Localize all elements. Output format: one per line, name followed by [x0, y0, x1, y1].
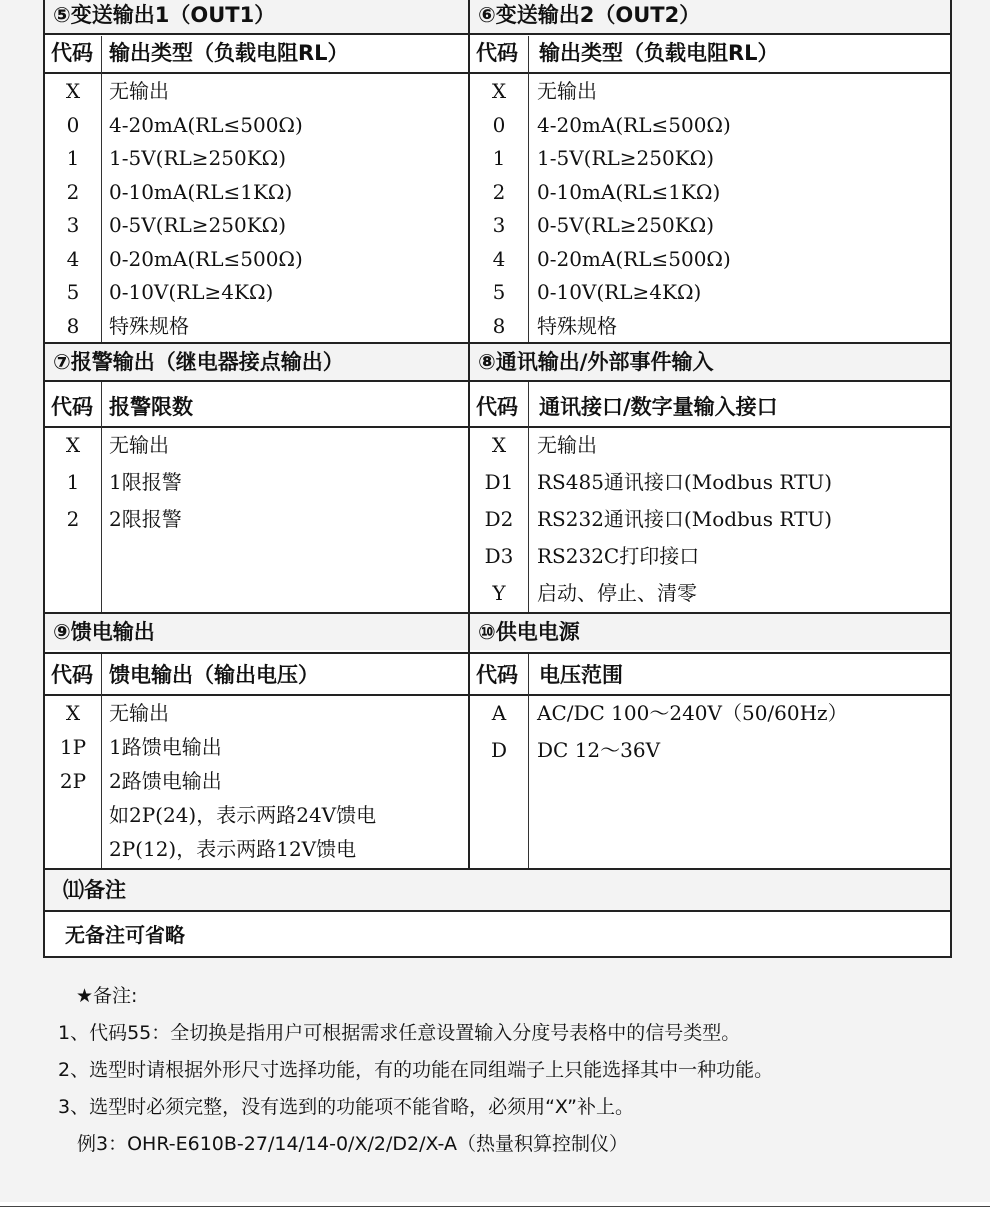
table-row-code: 0 — [492, 112, 506, 137]
s5-col-desc: 输出类型（负载电阻RL） — [109, 41, 349, 65]
table-row-desc: RS232通讯接口(Modbus RTU) — [537, 507, 833, 531]
section-5-title: ⑤变送输出1（OUT1） — [45, 0, 468, 33]
bottom-band — [0, 1202, 990, 1218]
table-row-code: D3 — [484, 544, 514, 568]
section-8-title: ⑧通讯输出/外部事件输入 — [470, 344, 950, 380]
table-row-code: D — [490, 738, 508, 762]
table-row-desc: 特殊规格 — [109, 313, 189, 338]
table-row-desc: 1限报警 — [109, 470, 182, 494]
table-row-code: 3 — [492, 213, 506, 237]
table-row-code: 2P — [59, 769, 87, 793]
table-row-code: X — [65, 701, 81, 725]
s5-col-code: 代码 — [51, 41, 93, 65]
section-9-title: ⑨馈电输出 — [45, 614, 468, 650]
section-6-title: ⑥变送输出2（OUT2） — [470, 0, 950, 33]
table-row-code: 2 — [66, 179, 80, 204]
table-row-desc: RS485通讯接口(Modbus RTU) — [537, 470, 833, 494]
note-item-4: 例3：OHR-E610B-27/14/14-0/X/2/D2/X-A（热量积算控制仪） — [58, 1133, 628, 1155]
section-11-title: ⑾备注 — [45, 870, 950, 910]
section-7-title: ⑦报警输出（继电器接点输出） — [45, 344, 468, 380]
table-row-desc: 2路馈电输出 — [109, 769, 222, 793]
section-11-body: 无备注可省略 — [65, 923, 185, 947]
table-row-code: D2 — [484, 507, 514, 531]
table-row-code: X — [491, 79, 507, 103]
s6-col-desc: 输出类型（负载电阻RL） — [539, 41, 779, 65]
table-row-desc: 0-5V(RL≥250KΩ) — [109, 213, 287, 237]
table-row-code: 5 — [66, 280, 80, 304]
s9-col-desc: 馈电输出（输出电压） — [109, 663, 319, 687]
table-row-code: 5 — [492, 280, 506, 304]
table-row-code: 1 — [66, 146, 80, 170]
s7-col-code: 代码 — [51, 395, 93, 419]
table-row-desc: 无输出 — [109, 433, 169, 457]
s9-col-code: 代码 — [51, 663, 93, 687]
s10-col-desc: 电压范围 — [539, 663, 623, 687]
table-row-code: 4 — [66, 246, 80, 271]
s8-col-desc: 通讯接口/数字量输入接口 — [539, 395, 778, 419]
table-row-desc: 无输出 — [109, 701, 169, 725]
table-row-code: 4 — [492, 246, 506, 271]
table-row-desc: 如2P(24)，表示两路24V馈电 — [109, 803, 377, 827]
table-row-desc: 0-5V(RL≥250KΩ) — [537, 213, 715, 237]
notes-block — [58, 978, 980, 1163]
table-row-code: Y — [492, 581, 506, 605]
table-row-desc: 无输出 — [109, 79, 169, 103]
table-row-desc: 0-10V(RL≥4KΩ) — [109, 280, 274, 304]
s8-col-code: 代码 — [476, 395, 518, 419]
section-10-title: ⑩供电电源 — [470, 614, 950, 650]
table-row-desc: RS232C打印接口 — [537, 544, 700, 568]
table-row-code: 1 — [492, 146, 506, 170]
table-row-code: 3 — [66, 213, 80, 237]
note-item-3: 3、选型时必须完整，没有选到的功能项不能省略，必须用“X”补上。 — [58, 1096, 635, 1118]
table-row-code: 0 — [66, 112, 80, 137]
table-row-code: D1 — [484, 470, 514, 494]
table-row-desc: 1-5V(RL≥250KΩ) — [109, 146, 287, 170]
bottom-rule — [0, 1206, 990, 1207]
table-row-desc: 特殊规格 — [537, 313, 617, 338]
note-item-2: 2、选型时请根据外形尺寸选择功能，有的功能在同组端子上只能选择其中一种功能。 — [58, 1059, 774, 1081]
table-row-desc: 0-20mA(RL≤500Ω) — [537, 246, 731, 271]
table-row-desc: 4-20mA(RL≤500Ω) — [109, 112, 303, 137]
s10-col-code: 代码 — [476, 663, 518, 687]
table-row-code: X — [491, 433, 507, 457]
s6-col-code: 代码 — [476, 41, 518, 65]
table-row-code: 8 — [66, 313, 80, 338]
table-row-code: 8 — [492, 313, 506, 338]
table-row-desc: DC 12～36V — [537, 738, 661, 762]
table-row-desc: 无输出 — [537, 433, 597, 457]
table-row-code: A — [491, 701, 507, 725]
table-row-desc: 0-10mA(RL≤1KΩ) — [537, 179, 721, 204]
table-row-code: 2 — [66, 507, 80, 531]
table-row-code: 1 — [66, 470, 80, 494]
selection-table — [43, 0, 952, 958]
table-row-desc: 2P(12)，表示两路12V馈电 — [109, 837, 357, 861]
table-row-code: 2 — [492, 179, 506, 204]
table-row-desc: 0-10mA(RL≤1KΩ) — [109, 179, 293, 204]
note-item-1: 1、代码55：全切换是指用户可根据需求任意设置输入分度号表格中的信号类型。 — [58, 1022, 741, 1044]
table-row-code: X — [65, 79, 81, 103]
s7-col-desc: 报警限数 — [109, 395, 193, 419]
table-row-desc: 1路馈电输出 — [109, 735, 222, 759]
notes-heading: ★备注: — [76, 985, 138, 1007]
table-row-code: 1P — [59, 735, 87, 759]
table-row-desc: 0-10V(RL≥4KΩ) — [537, 280, 702, 304]
table-row-desc: 4-20mA(RL≤500Ω) — [537, 112, 731, 137]
table-row-code — [45, 798, 101, 832]
table-row-desc: 无输出 — [537, 79, 597, 103]
table-row-desc: 0-20mA(RL≤500Ω) — [109, 246, 303, 271]
table-row-desc: AC/DC 100～240V（50/60Hz） — [537, 701, 848, 725]
table-row-desc: 1-5V(RL≥250KΩ) — [537, 146, 715, 170]
table-row-desc: 启动、停止、清零 — [537, 581, 697, 605]
table-row-code — [45, 832, 101, 866]
table-row-desc: 2限报警 — [109, 507, 182, 531]
table-row-code: X — [65, 433, 81, 457]
